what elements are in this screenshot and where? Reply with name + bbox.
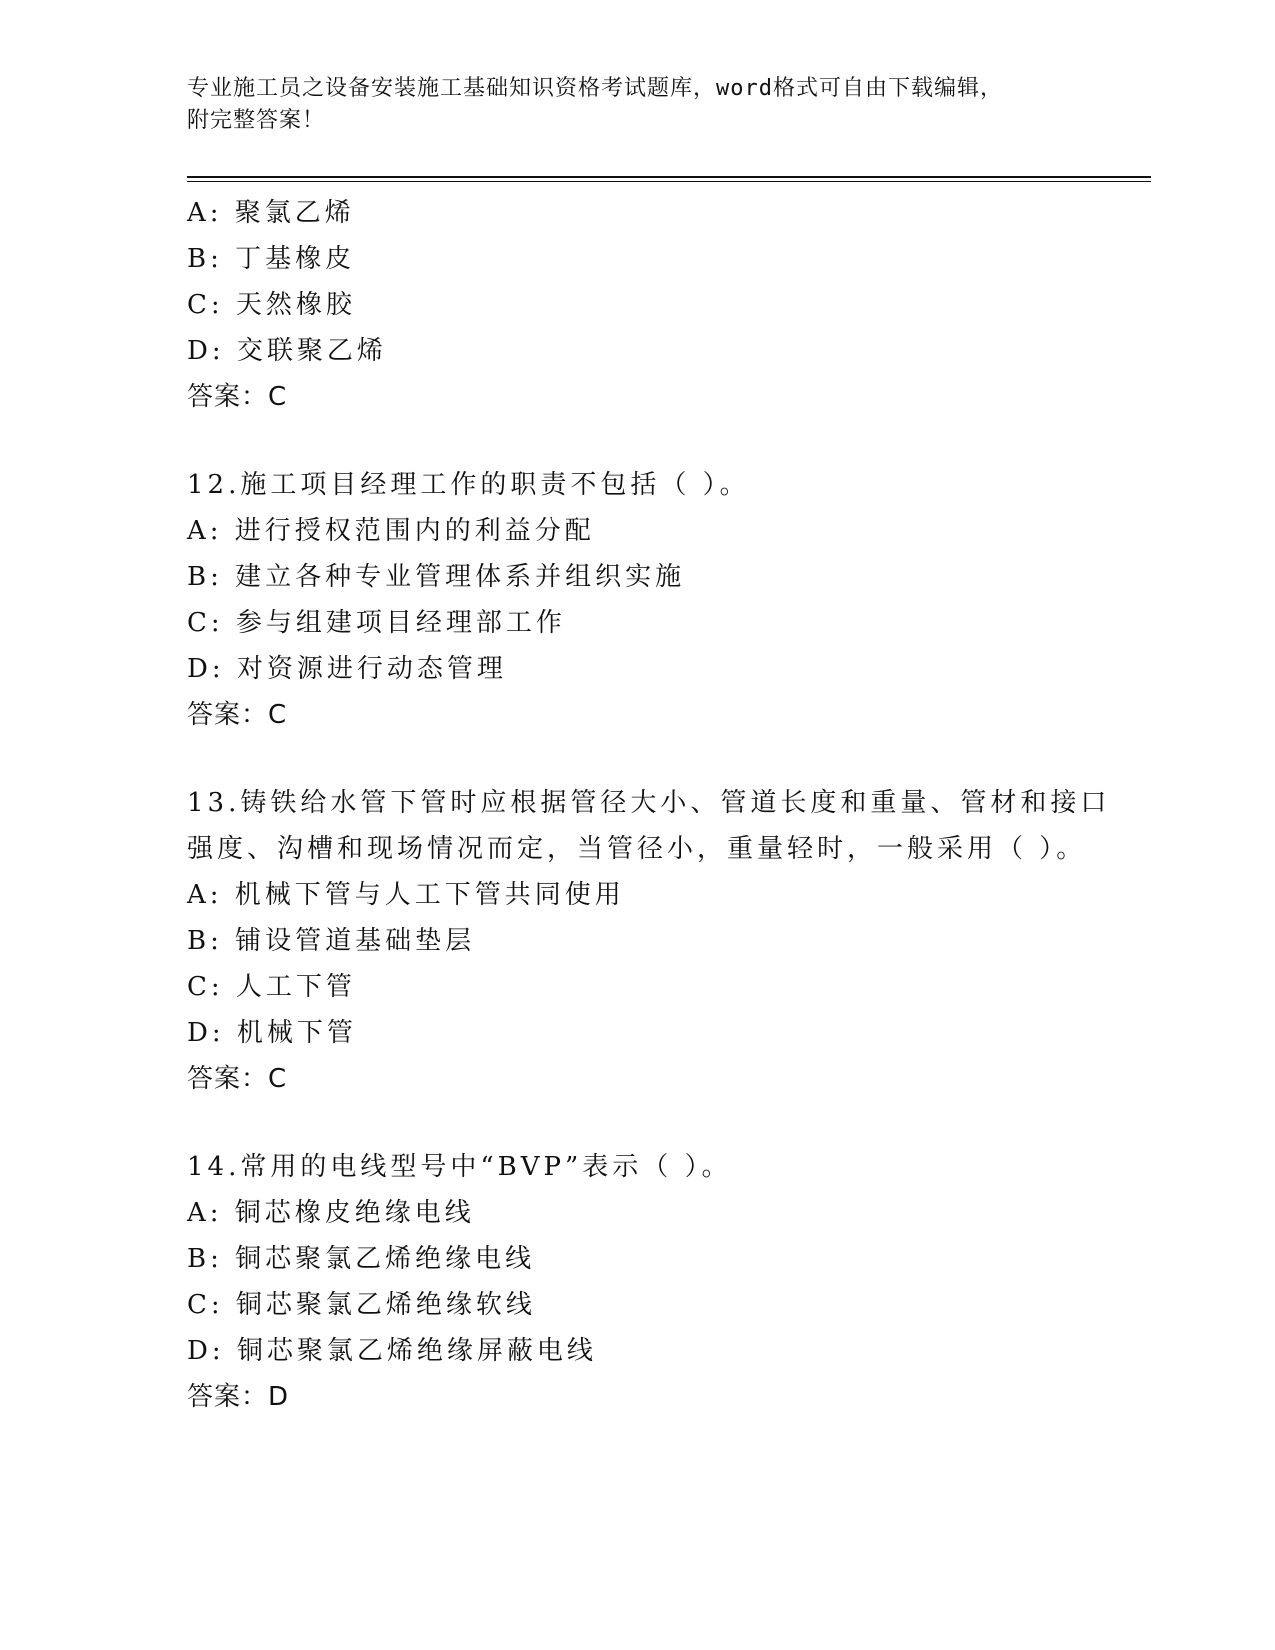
option-d: D: 机械下管 — [187, 1018, 357, 1048]
option-b: B: 丁基橡皮 — [187, 244, 356, 274]
question-stem-line-2: 强度、沟槽和现场情况而定，当管径小，重量轻时，一般采用（ ）。 — [187, 834, 1087, 864]
answer-label: 答案：D — [187, 1382, 290, 1412]
question-12-block — [187, 462, 1147, 738]
question-list — [187, 190, 1147, 1420]
question-11-block — [187, 190, 1147, 420]
option-b: B: 建立各种专业管理体系并组织实施 — [187, 562, 686, 592]
header-divider-thick — [187, 176, 1151, 178]
question-14-block — [187, 1144, 1147, 1420]
option-c: C: 人工下管 — [187, 972, 356, 1002]
option-d: D: 铜芯聚氯乙烯绝缘屏蔽电线 — [187, 1336, 597, 1366]
header-line-2: 附完整答案！ — [187, 108, 326, 133]
header-divider-thin — [187, 181, 1151, 182]
document-header — [187, 73, 1087, 137]
option-a: A: 聚氯乙烯 — [187, 198, 355, 228]
answer-label: 答案：C — [187, 700, 288, 730]
option-d: D: 对资源进行动态管理 — [187, 654, 507, 684]
option-d: D: 交联聚乙烯 — [187, 336, 387, 366]
option-a: A: 铜芯橡皮绝缘电线 — [187, 1198, 475, 1228]
option-c: C: 天然橡胶 — [187, 290, 356, 320]
answer-label: 答案：C — [187, 1064, 288, 1094]
question-stem-line-1: 13.铸铁给水管下管时应根据管径大小、管道长度和重量、管材和接口 — [187, 788, 1111, 818]
option-b: B: 铺设管道基础垫层 — [187, 926, 476, 956]
question-13-block — [187, 780, 1147, 1102]
question-stem: 14.常用的电线型号中“BVP”表示（ ）。 — [187, 1152, 732, 1182]
option-a: A: 机械下管与人工下管共同使用 — [187, 880, 625, 910]
answer-label: 答案：C — [187, 382, 288, 412]
option-a: A: 进行授权范围内的利益分配 — [187, 516, 595, 546]
header-line-1: 专业施工员之设备安装施工基础知识资格考试题库，word格式可自由下载编辑， — [187, 76, 1003, 101]
option-c: C: 铜芯聚氯乙烯绝缘软线 — [187, 1290, 536, 1320]
question-stem: 12.施工项目经理工作的职责不包括（ ）。 — [187, 470, 750, 500]
option-c: C: 参与组建项目经理部工作 — [187, 608, 566, 638]
option-b: B: 铜芯聚氯乙烯绝缘电线 — [187, 1244, 536, 1274]
